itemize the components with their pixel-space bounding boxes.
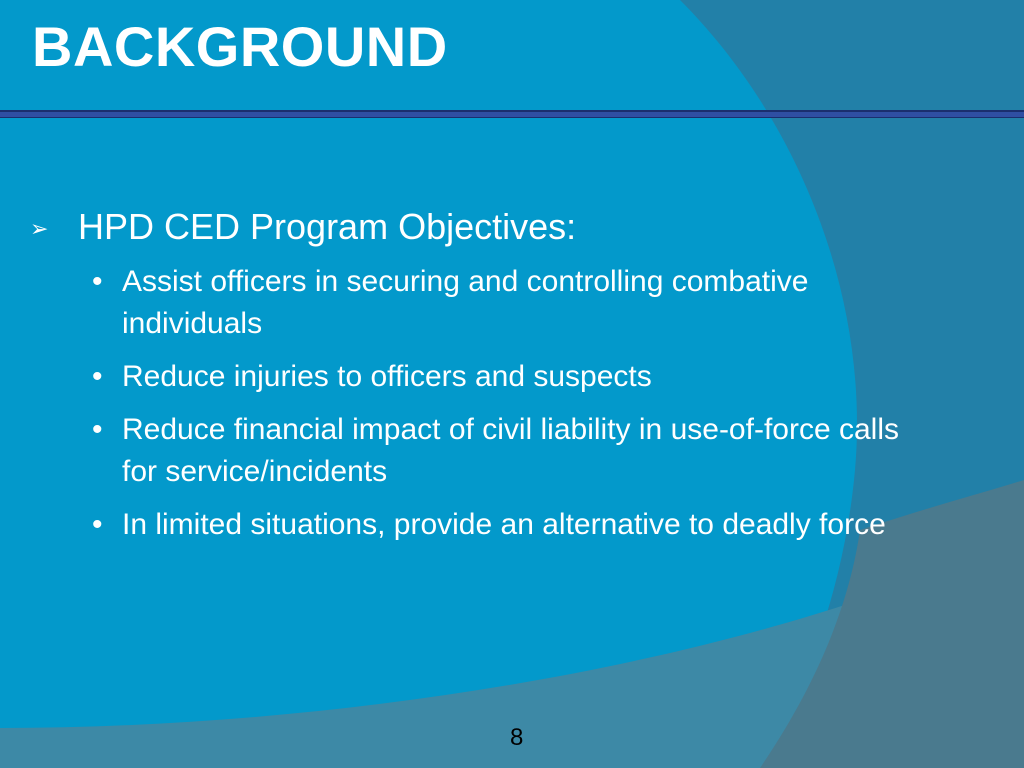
list-item bbox=[92, 261, 922, 345]
list-item bbox=[92, 409, 922, 493]
list-item bbox=[92, 504, 922, 546]
objectives-heading-row bbox=[30, 206, 950, 247]
list-item-text: In limited situations, provide an alternative to deadly force bbox=[122, 508, 886, 542]
objectives-heading: HPD CED Program Objectives: bbox=[78, 206, 577, 247]
list-item bbox=[92, 356, 922, 398]
list-item-text: Reduce financial impact of civil liability in use-of-force calls for service/incidents bbox=[122, 413, 899, 489]
list-item-text: Reduce injuries to officers and suspects bbox=[122, 360, 652, 394]
title-divider bbox=[0, 110, 1024, 118]
page-number: 8 bbox=[510, 724, 524, 751]
arrow-bullet-icon: ➢ bbox=[30, 216, 49, 241]
slide-content bbox=[30, 206, 950, 557]
bullet-dot-icon: • bbox=[92, 413, 103, 447]
bullet-dot-icon: • bbox=[92, 265, 103, 299]
list-item-text: Assist officers in securing and controlling combative individuals bbox=[122, 265, 809, 341]
bullet-dot-icon: • bbox=[92, 508, 103, 542]
slide-title: BACKGROUND bbox=[32, 15, 448, 78]
objectives-list bbox=[30, 261, 950, 546]
bullet-dot-icon: • bbox=[92, 360, 103, 394]
